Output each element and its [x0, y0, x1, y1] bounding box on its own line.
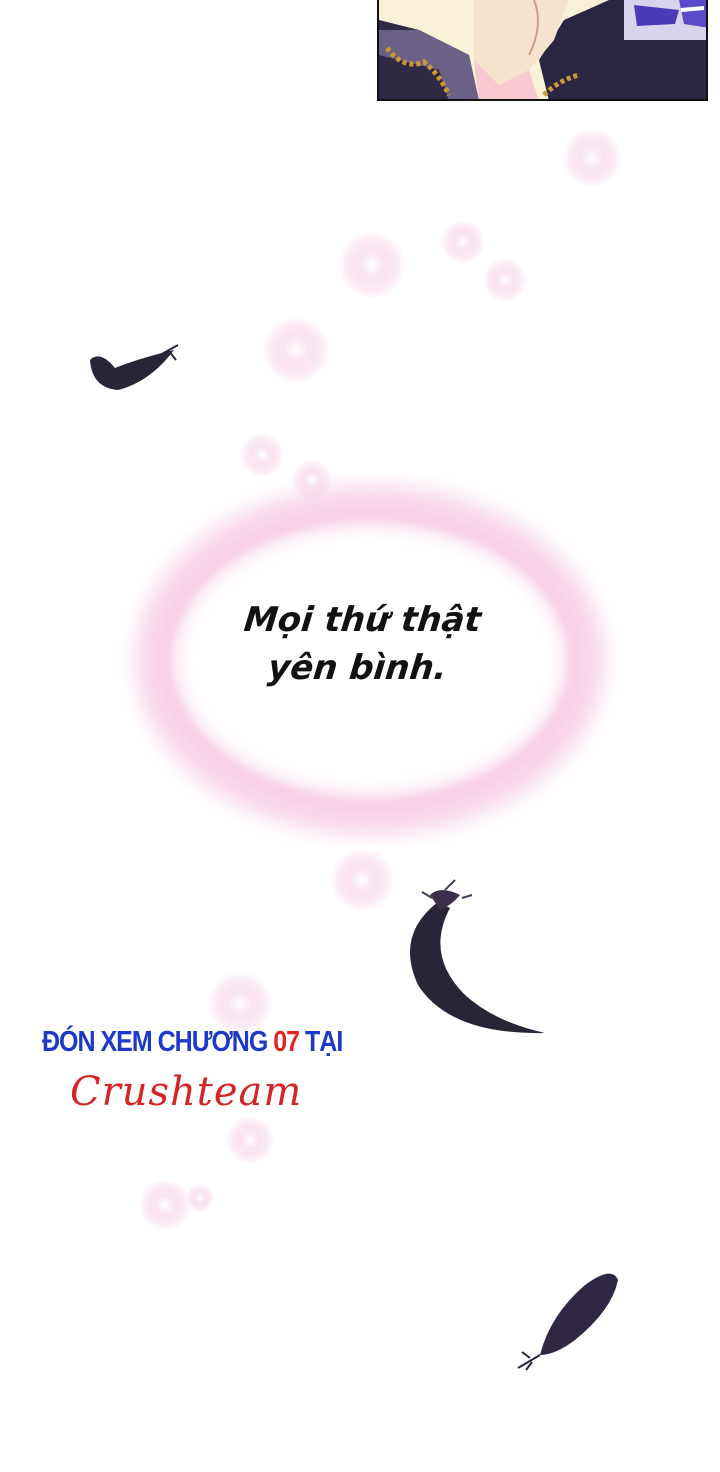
speech-bubble-text [195, 596, 525, 692]
promo-suffix: TẠI [299, 1025, 343, 1059]
promo-brand-logo: Crushteam [70, 1069, 303, 1115]
speech-line-1: Mọi thứ thật [241, 600, 484, 640]
promo-chapter-number: 07 [273, 1025, 300, 1059]
feather-icon [410, 880, 545, 1033]
promo-watermark [42, 1025, 343, 1115]
speech-line-2: yên bình. [266, 648, 449, 688]
feather-icon [518, 1274, 618, 1370]
feather-icon [90, 345, 178, 390]
promo-prefix: ĐÓN XEM CHƯƠNG [42, 1025, 274, 1059]
promo-next-chapter [42, 1026, 342, 1059]
